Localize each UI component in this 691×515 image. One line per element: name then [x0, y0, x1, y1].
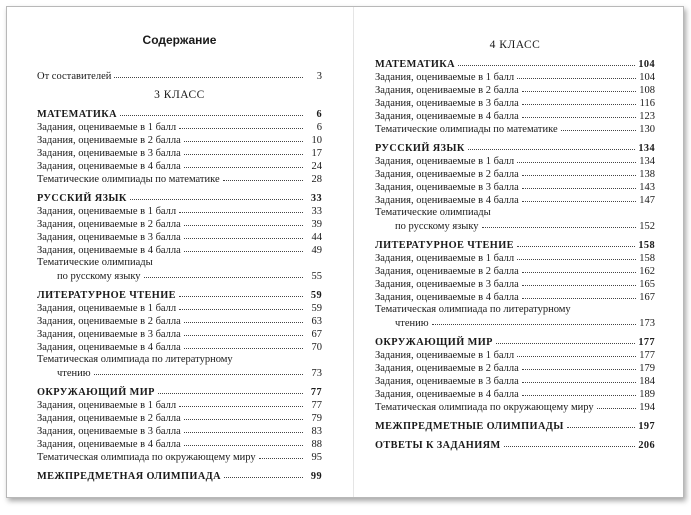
- toc-entry: чтению 173: [375, 316, 655, 330]
- toc-entry: Задания, оцениваемые в 3 балла 143: [375, 180, 655, 194]
- toc-entry: Задания, оцениваемые в 2 балла 138: [375, 167, 655, 181]
- section-literature-heading: ЛИТЕРАТУРНОЕ ЧТЕНИЕ 59: [37, 288, 322, 302]
- book-spread: [6, 6, 684, 498]
- toc-entry: Задания, оцениваемые в 4 балла 189: [375, 387, 655, 401]
- toc-page: 3: [316, 71, 322, 82]
- toc-entry: Задания, оцениваемые в 4 балла 24: [37, 159, 322, 173]
- toc-entry: Задания, оцениваемые в 2 балла 79: [37, 411, 322, 425]
- section-russian-heading: РУССКИЙ ЯЗЫК 134: [375, 141, 655, 155]
- toc-entry: Задания, оцениваемые в 4 балла 147: [375, 193, 655, 207]
- toc-entry: Задания, оцениваемые в 1 балл 33: [37, 204, 322, 218]
- toc-label: От составителей: [37, 71, 112, 82]
- section-interdisciplinary-heading: МЕЖПРЕДМЕТНЫЕ ОЛИМПИАДЫ 197: [375, 419, 655, 433]
- toc-page: 6: [316, 109, 322, 120]
- toc-entry: Задания, оцениваемые в 2 балла 10: [37, 133, 322, 147]
- section-russian-heading: РУССКИЙ ЯЗЫК 33: [37, 191, 322, 205]
- grade-heading-4: 4 КЛАСС: [489, 39, 541, 51]
- toc-entry: Задания, оцениваемые в 4 балла 49: [37, 243, 322, 257]
- section-answers-heading: ОТВЕТЫ К ЗАДАНИЯМ 206: [375, 438, 655, 452]
- toc-entry: Задания, оцениваемые в 3 балла 17: [37, 146, 322, 160]
- toc-entry: Задания, оцениваемые в 2 балла 162: [375, 264, 655, 278]
- toc-label: МАТЕМАТИКА: [37, 109, 118, 120]
- section-world-heading: ОКРУЖАЮЩИЙ МИР 177: [375, 335, 655, 349]
- toc-entry-intro: [37, 69, 322, 83]
- toc-entry-text: Тематические олимпиады: [37, 257, 153, 268]
- toc-entry: Задания, оцениваемые в 3 балла 83: [37, 424, 322, 438]
- toc-entry: Задания, оцениваемые в 4 балла 70: [37, 340, 322, 354]
- section-math-heading: МАТЕМАТИКА 104: [375, 57, 655, 71]
- contents-title: Содержание: [142, 33, 217, 47]
- toc-entry: Тематические олимпиады по математике 130: [375, 122, 655, 136]
- toc-entry: Задания, оцениваемые в 3 балла 44: [37, 230, 322, 244]
- toc-entry: Задания, оцениваемые в 2 балла 179: [375, 361, 655, 375]
- toc-entry: Задания, оцениваемые в 3 балла 116: [375, 96, 655, 110]
- toc-entry: Задания, оцениваемые в 2 балла 39: [37, 217, 322, 231]
- toc-entry: Задания, оцениваемые в 3 балла 184: [375, 374, 655, 388]
- grade-heading-3: 3 КЛАСС: [154, 89, 205, 101]
- toc-entry: Задания, оцениваемые в 1 балл 6: [37, 120, 322, 134]
- section-world-heading: ОКРУЖАЮЩИЙ МИР 77: [37, 385, 322, 399]
- toc-entry-text: Тематическая олимпиада по литературному: [37, 354, 233, 365]
- toc-entry: Задания, оцениваемые в 1 балл 158: [375, 251, 655, 265]
- toc-entry: Тематическая олимпиада по окружающему миру 95: [37, 450, 322, 464]
- toc-entry: Задания, оцениваемые в 4 балла 167: [375, 290, 655, 304]
- toc-entry: Задания, оцениваемые в 3 балла 165: [375, 277, 655, 291]
- toc-entry: Задания, оцениваемые в 4 балла 88: [37, 437, 322, 451]
- toc-entry: по русскому языку 152: [375, 219, 655, 233]
- toc-entry: Тематические олимпиады по математике 28: [37, 172, 322, 186]
- toc-entry: Задания, оцениваемые в 1 балл 134: [375, 154, 655, 168]
- toc-entry: Задания, оцениваемые в 2 балла 108: [375, 83, 655, 97]
- toc-entry: Задания, оцениваемые в 1 балл 177: [375, 348, 655, 362]
- book-spine: [353, 7, 354, 497]
- toc-entry-text: Тематические олимпиады: [375, 207, 491, 218]
- toc-entry: по русскому языку 55: [37, 269, 322, 283]
- toc-entry: чтению 73: [37, 366, 322, 380]
- toc-entry: Задания, оцениваемые в 2 балла 63: [37, 314, 322, 328]
- toc-entry-text: Тематическая олимпиада по литературному: [375, 304, 571, 315]
- section-interdisciplinary-heading: МЕЖПРЕДМЕТНАЯ ОЛИМПИАДА 99: [37, 469, 322, 483]
- toc-entry: Задания, оцениваемые в 1 балл 77: [37, 398, 322, 412]
- section-literature-heading: ЛИТЕРАТУРНОЕ ЧТЕНИЕ 158: [375, 238, 655, 252]
- toc-entry: Задания, оцениваемые в 4 балла 123: [375, 109, 655, 123]
- toc-entry: Тематическая олимпиада по окружающему миру 194: [375, 400, 655, 414]
- toc-entry: Задания, оцениваемые в 1 балл 59: [37, 301, 322, 315]
- toc-entry: Задания, оцениваемые в 1 балл 104: [375, 70, 655, 84]
- toc-entry: Задания, оцениваемые в 3 балла 67: [37, 327, 322, 341]
